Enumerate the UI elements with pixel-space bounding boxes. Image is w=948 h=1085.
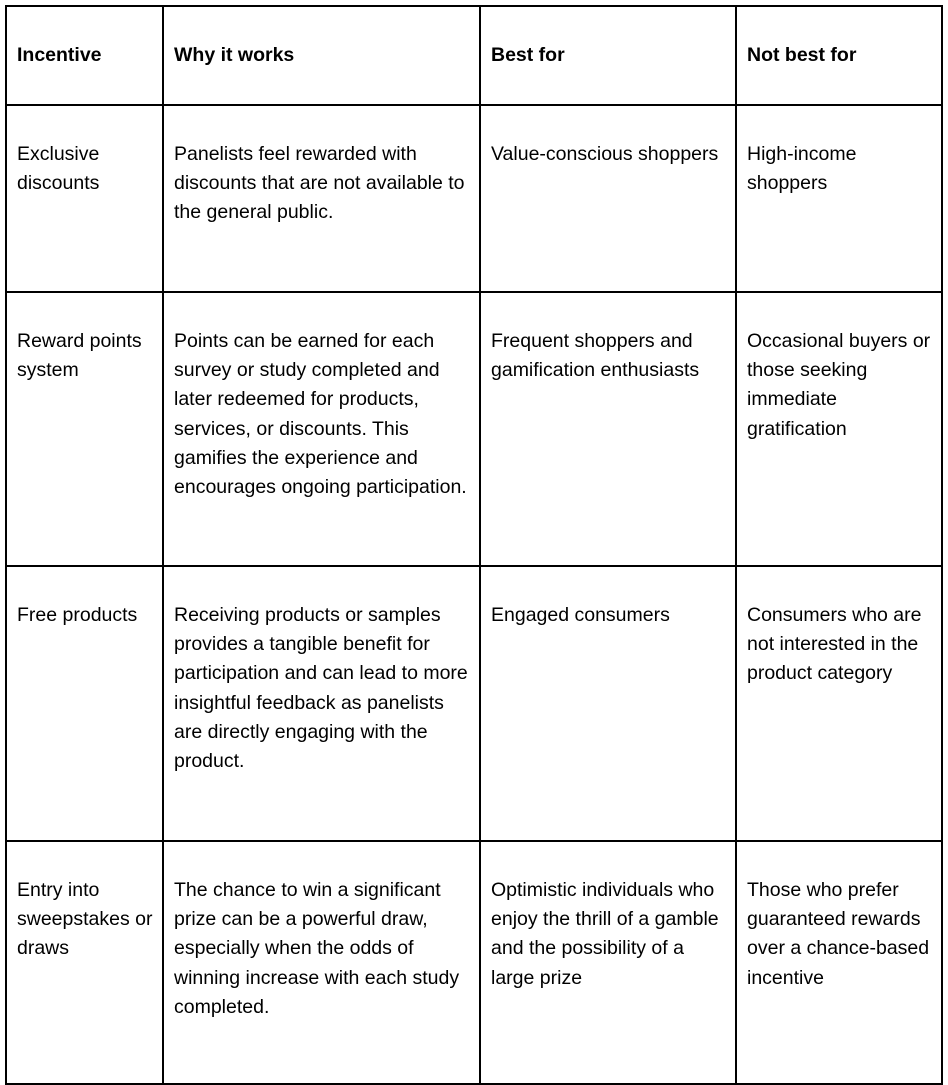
table-header-row (6, 6, 942, 105)
header-why-it-works: Why it works (163, 6, 480, 105)
cell-best-for: Value-conscious shoppers (480, 105, 736, 292)
table-row (6, 841, 942, 1084)
cell-why-it-works: Points can be earned for each survey or study completed and later redeemed for products, services, or discounts. This gamifies the experience and encourages ongoing participation. (163, 292, 480, 566)
table-row (6, 292, 942, 566)
header-not-best-for: Not best for (736, 6, 942, 105)
cell-not-best-for: Those who prefer guaranteed rewards over a chance-based incentive (736, 841, 942, 1084)
header-best-for: Best for (480, 6, 736, 105)
cell-not-best-for: Consumers who are not interested in the product category (736, 566, 942, 841)
cell-best-for: Frequent shoppers and gamification enthusiasts (480, 292, 736, 566)
cell-why-it-works: Receiving products or samples provides a tangible benefit for participation and can lead to more insightful feedback as panelists are directly engaging with the product. (163, 566, 480, 841)
cell-incentive: Reward points system (6, 292, 163, 566)
cell-why-it-works: Panelists feel rewarded with discounts that are not available to the general public. (163, 105, 480, 292)
table-row (6, 105, 942, 292)
incentives-table (5, 5, 943, 1085)
header-incentive: Incentive (6, 6, 163, 105)
cell-not-best-for: High-income shoppers (736, 105, 942, 292)
cell-incentive: Entry into sweepstakes or draws (6, 841, 163, 1084)
cell-best-for: Optimistic individuals who enjoy the thrill of a gamble and the possibility of a large prize (480, 841, 736, 1084)
cell-incentive: Free products (6, 566, 163, 841)
cell-incentive: Exclusive discounts (6, 105, 163, 292)
cell-best-for: Engaged consumers (480, 566, 736, 841)
incentives-table-container (5, 5, 943, 1085)
cell-not-best-for: Occasional buyers or those seeking immediate gratification (736, 292, 942, 566)
table-row (6, 566, 942, 841)
cell-why-it-works: The chance to win a significant prize can be a powerful draw, especially when the odds of winning increase with each study completed. (163, 841, 480, 1084)
